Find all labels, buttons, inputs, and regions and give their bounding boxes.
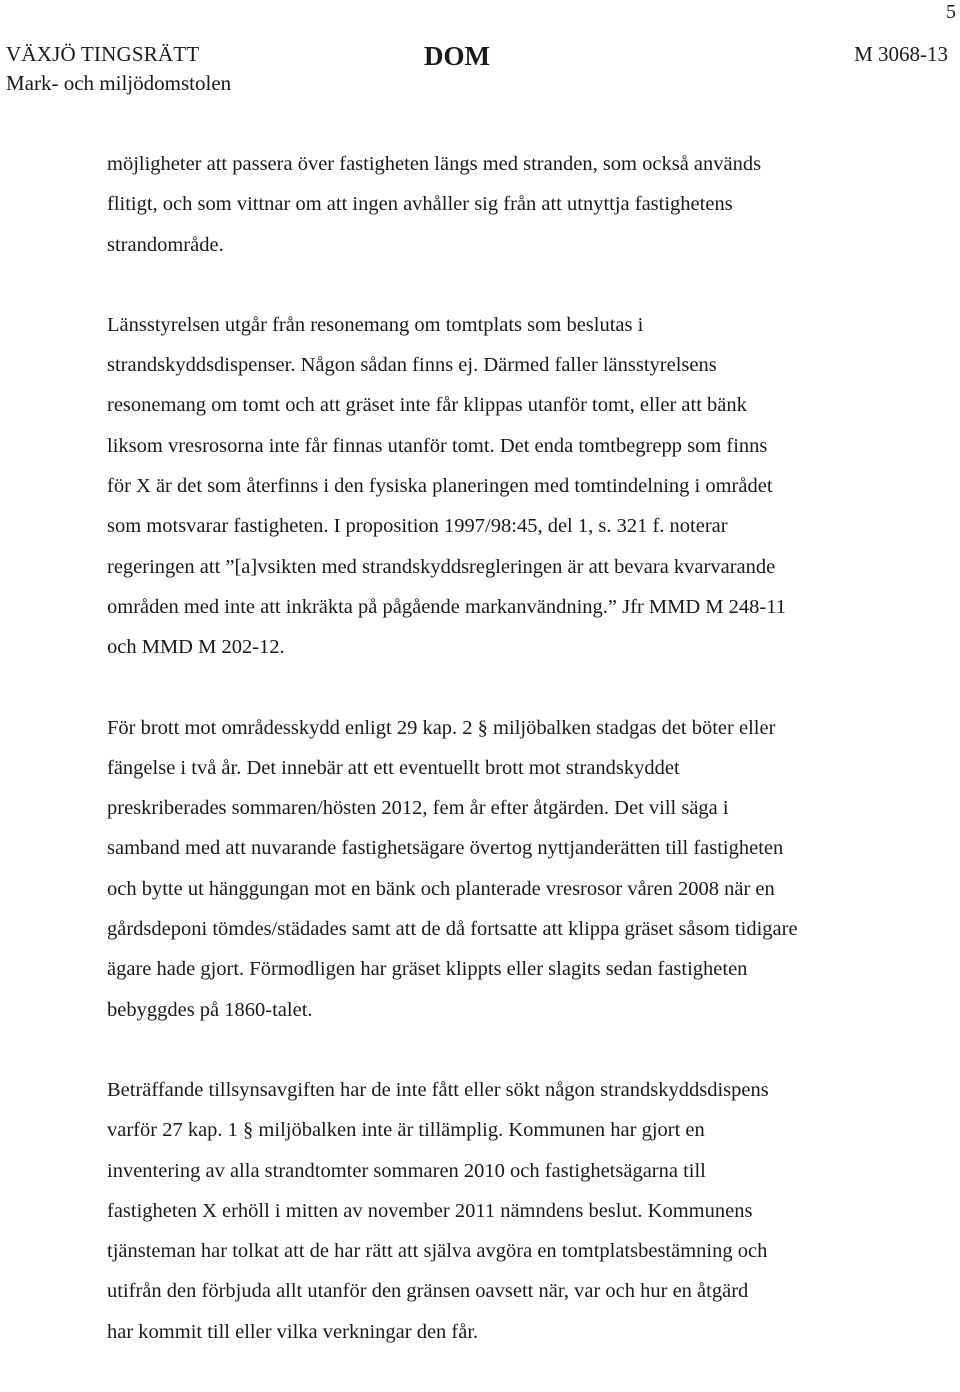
text-line: flitigt, och som vittnar om att ingen avhåller sig från att utnyttja fastighetens	[107, 193, 733, 216]
text-line: strandskyddsdispenser. Någon sådan finns ej. Därmed faller länsstyrelsens	[107, 354, 717, 377]
text-line: För brott mot områdesskydd enligt 29 kap. 2 § miljöbalken stadgas det böter eller	[107, 716, 776, 739]
document-type: DOM	[424, 41, 490, 71]
text-line: tjänsteman har tolkat att de har rätt att själva avgöra en tomtplatsbestämning och	[107, 1240, 768, 1263]
text-line: områden med inte att inkräkta på pågående markanvändning.” Jfr MMD M 248-11	[107, 595, 786, 618]
text-line: Länsstyrelsen utgår från resonemang om tomtplats som beslutas i	[107, 313, 644, 336]
text-line: Beträffande tillsynsavgiften har de inte fått eller sökt någon strandskyddsdispens	[107, 1078, 769, 1101]
page-number: 5	[946, 1, 956, 23]
text-line: inventering av alla strandtomter sommaren 2010 och fastighetsägarna till	[107, 1159, 706, 1182]
document-header	[6, 40, 948, 100]
text-line: och MMD M 202-12.	[107, 636, 285, 659]
text-line: varför 27 kap. 1 § miljöbalken inte är tillämplig. Kommunen har gjort en	[107, 1119, 705, 1142]
text-line: fängelse i två år. Det innebär att ett eventuellt brott mot strandskyddet	[107, 756, 680, 779]
text-line: för X är det som återfinns i den fysiska planeringen med tomtindelning i området	[107, 475, 773, 498]
text-line: liksom vresrosorna inte får finnas utanför tomt. Det enda tomtbegrepp som finns	[107, 434, 768, 457]
text-line: bebyggdes på 1860-talet.	[107, 998, 313, 1021]
court-department: Mark- och miljödomstolen	[6, 71, 232, 95]
text-line: strandområde.	[107, 233, 224, 256]
paragraph-4	[107, 1070, 907, 1352]
court-name: VÄXJÖ TINGSRÄTT	[6, 42, 200, 66]
text-line: utifrån den förbjuda allt utanför den gränsen oavsett när, var och hur en åtgärd	[107, 1280, 749, 1303]
case-number: M 3068-13	[854, 42, 948, 66]
document-body	[107, 144, 907, 1392]
paragraph-1	[107, 144, 907, 265]
text-line: fastigheten X erhöll i mitten av november 2011 nämndens beslut. Kommunens	[107, 1199, 753, 1222]
text-line: ägare hade gjort. Förmodligen har gräset klippts eller slagits sedan fastigheten	[107, 958, 748, 981]
text-line: och bytte ut hänggungan mot en bänk och planterade vresrosor våren 2008 när en	[107, 877, 775, 900]
text-line: möjligheter att passera över fastigheten längs med stranden, som också används	[107, 153, 762, 175]
text-line: preskriberades sommaren/hösten 2012, fem år efter åtgärden. Det vill säga i	[107, 797, 729, 820]
text-line: resonemang om tomt och att gräset inte får klippas utanför tomt, eller att bänk	[107, 394, 747, 417]
paragraph-2	[107, 305, 907, 668]
text-line: som motsvarar fastigheten. I proposition 1997/98:45, del 1, s. 321 f. noterar	[107, 515, 728, 538]
paragraph-3	[107, 708, 907, 1030]
text-line: har kommit till eller vilka verkningar den får.	[107, 1320, 479, 1343]
text-line: gårdsdeponi tömdes/städades samt att de då fortsatte att klippa gräset såsom tidigare	[107, 918, 798, 941]
text-line: regeringen att ”[a]vsikten med strandskyddsregleringen är att bevara kvarvarande	[107, 555, 776, 578]
text-line: samband med att nuvarande fastighetsägare övertog nyttjanderätten till fastigheten	[107, 837, 784, 860]
